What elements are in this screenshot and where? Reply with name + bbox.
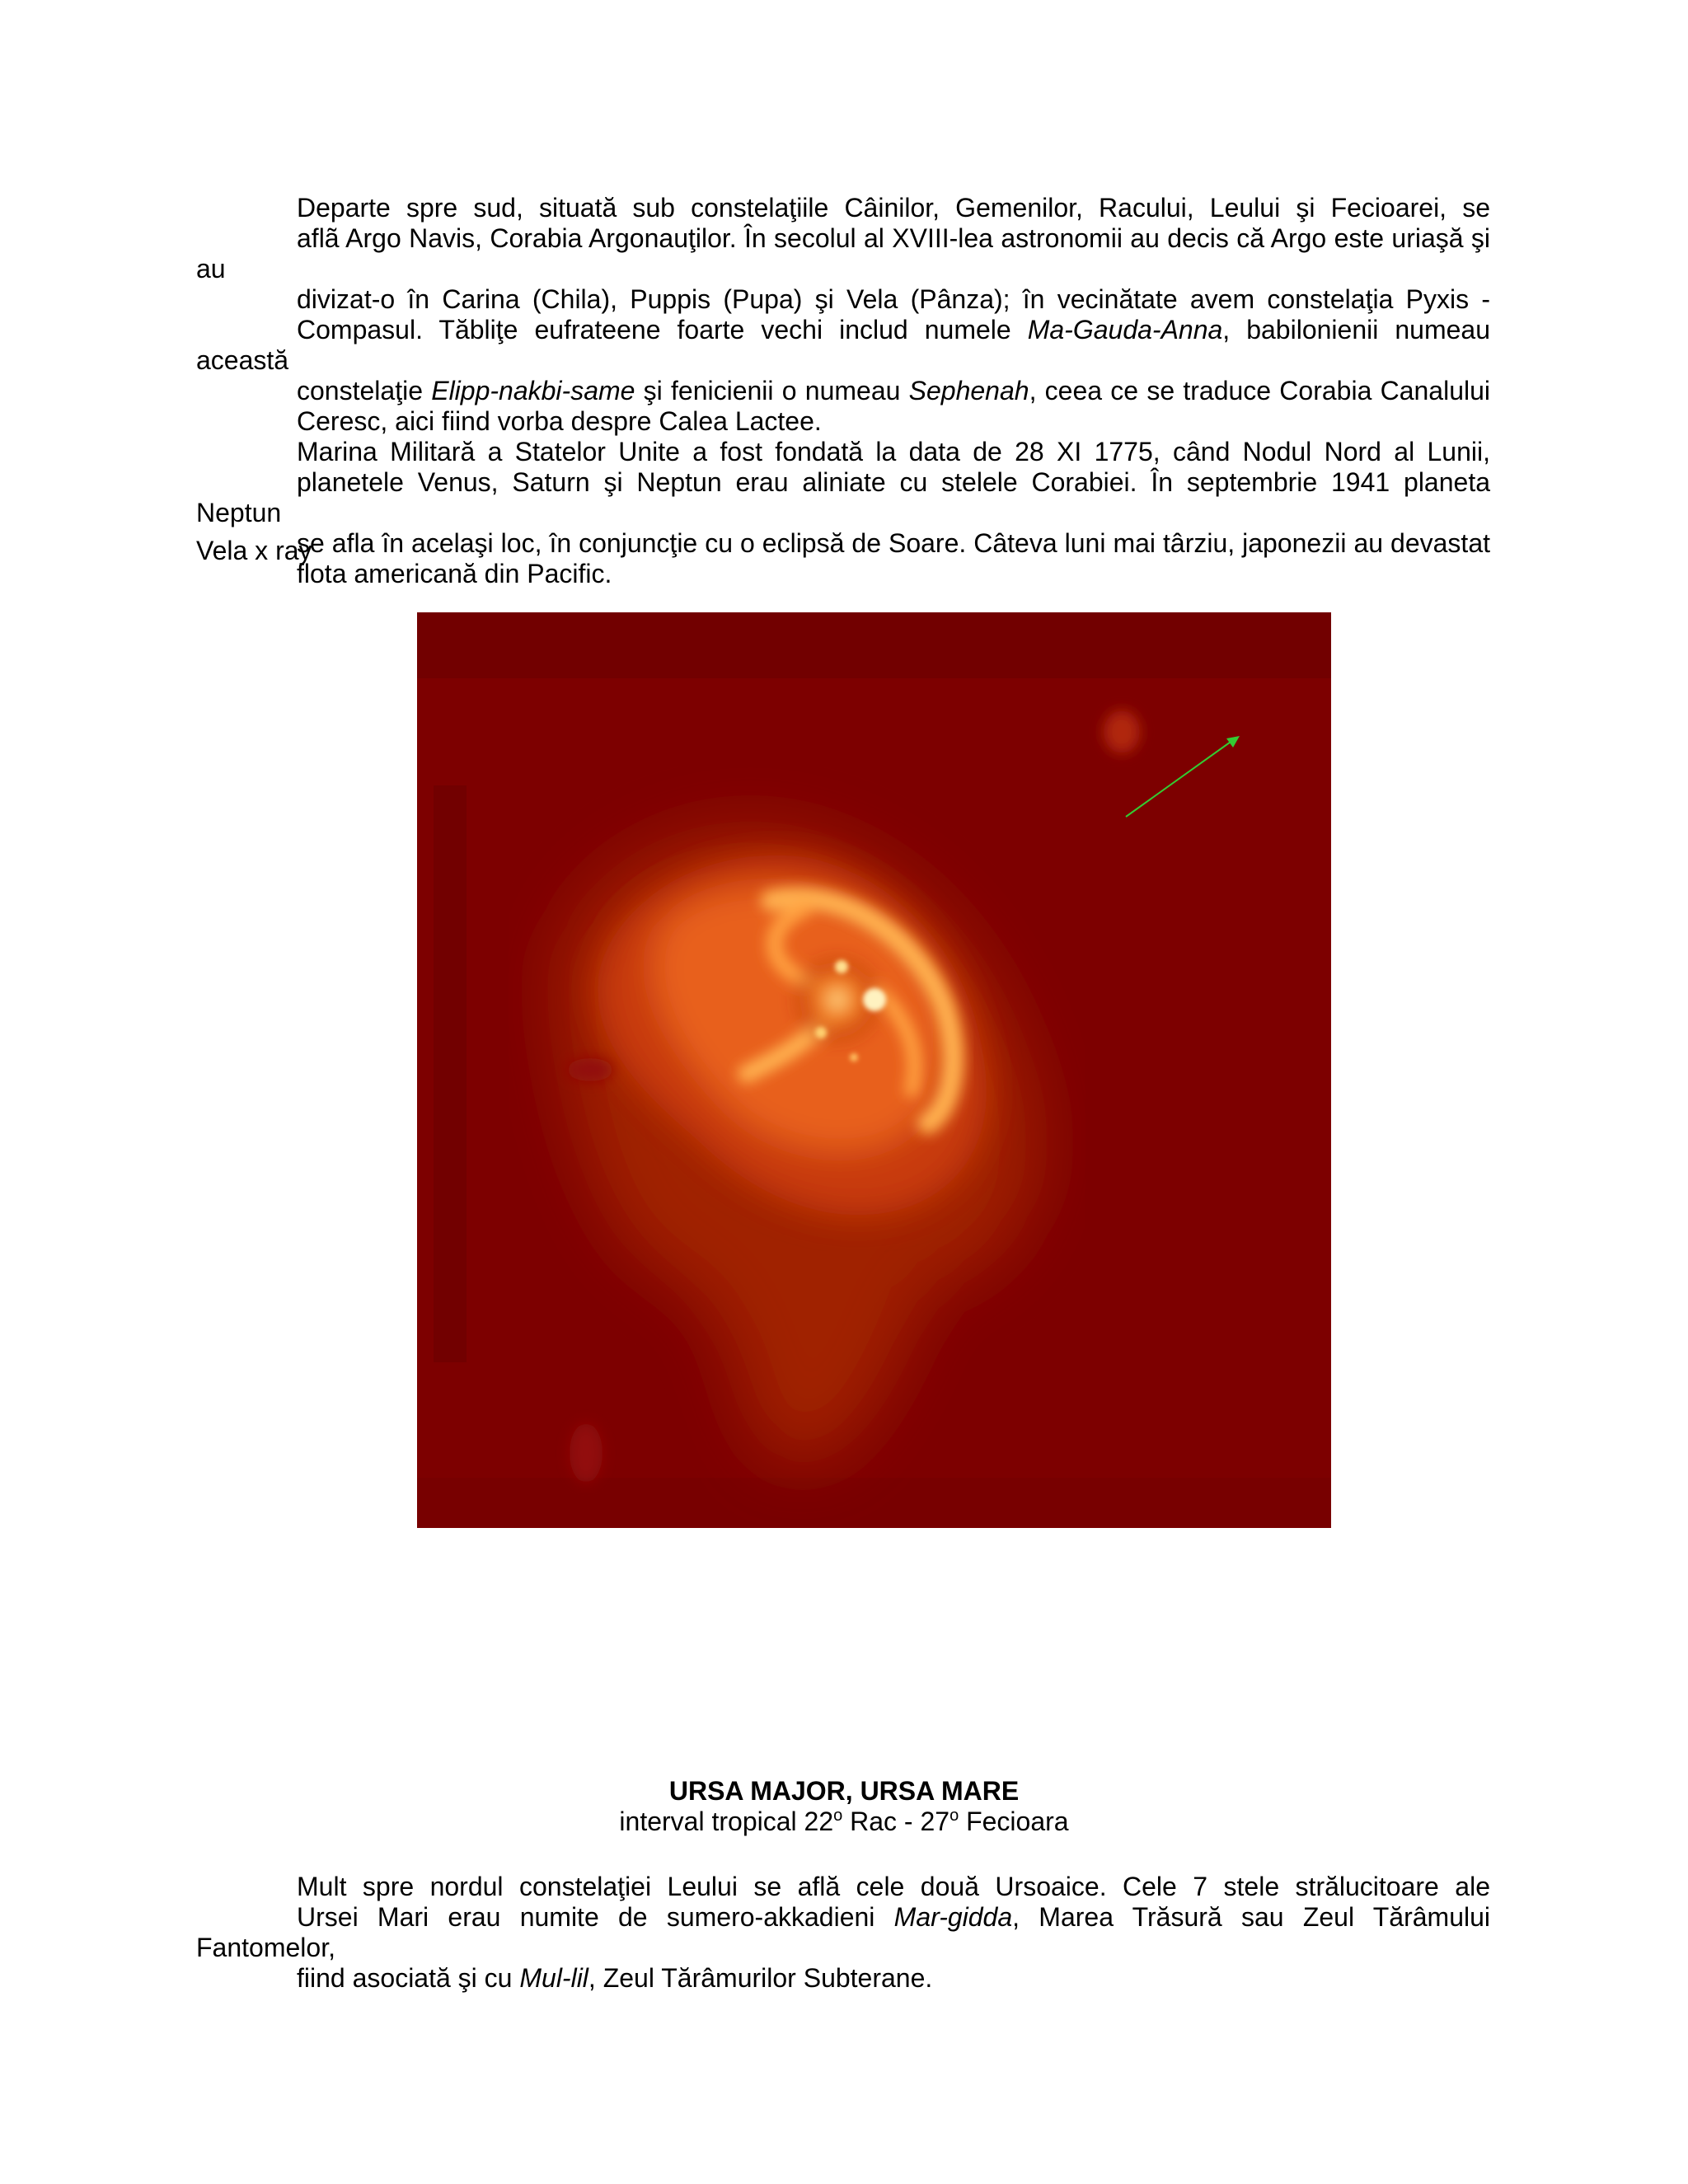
section-ursa-major-body xyxy=(196,1872,1490,1994)
text-line xyxy=(196,1902,1490,1963)
text-run: fiind asociată şi cu xyxy=(297,1963,520,1993)
term-mul-lil: Mul-lil xyxy=(519,1963,588,1993)
heading-title: URSA MAJOR, URSA MARE xyxy=(668,1776,1020,1806)
term-elipp-nakbi-same: Elipp-nakbi-same xyxy=(431,376,635,405)
text-run: constelaţie xyxy=(297,376,432,405)
section-heading-ursa-major xyxy=(0,1776,1688,1837)
text-run: Fecioara xyxy=(959,1807,1069,1836)
text-line xyxy=(196,315,1490,376)
text-run: şi fenicienii o numeau xyxy=(635,376,909,405)
text-line: se afla în acelaşi loc, în conjuncţie cu o eclipsă de Soare. Câteva luni mai târziu, japonezii au devastat xyxy=(297,528,1490,558)
text-line: aflã Argo Navis, Corabia Argonauţilor. În secolul al XVIII-lea astronomii au decis că Argo este uriaşă şi au xyxy=(196,223,1490,284)
section-argo-navis xyxy=(196,193,1490,589)
heading-subtitle xyxy=(0,1807,1688,1837)
text-run: Compasul. Tăbliţe eufrateene foarte vechi includ numele xyxy=(297,315,1028,344)
text-run: , babilonienii numeau această xyxy=(196,315,1491,375)
vela-xray-image xyxy=(417,612,1331,1528)
text-run: Rac - 27 xyxy=(842,1807,950,1836)
text-run: , ceea ce se traduce Corabia Canalului xyxy=(1029,376,1491,405)
text-line: planetele Venus, Saturn şi Neptun erau aliniate cu stelele Corabiei. În septembrie 1941 planeta Neptun xyxy=(196,467,1490,527)
text-line: Marina Militară a Statelor Unite a fost fondată la data de 28 XI 1775, când Nodul Nord al Lunii, xyxy=(297,437,1490,466)
text-run: interval tropical 22 xyxy=(619,1807,834,1836)
paragraph-us-navy xyxy=(196,437,1490,589)
text-run: , Zeul Tărâmurilor Subterane. xyxy=(588,1963,933,1993)
text-run: Ursei Mari erau numite de sumero-akkadieni xyxy=(297,1902,894,1932)
figure-caption: Vela x ray xyxy=(196,536,312,565)
term-sephenah: Sephenah xyxy=(908,376,1029,405)
text-line xyxy=(196,1963,1490,1994)
text-line: Ceresc, aici fiind vorba despre Calea Lactee. xyxy=(297,406,822,436)
text-line: Departe spre sud, situată sub constelaţiile Câinilor, Gemenilor, Racului, Leului şi Fecioarei, se xyxy=(297,193,1490,223)
text-line: divizat-o în Carina (Chila), Puppis (Pupa) şi Vela (Pânza); în vecinătate avem constelaţia Pyxis - xyxy=(297,284,1490,314)
text-line: Mult spre nordul constelaţiei Leului se află cele două Ursoaice. Cele 7 stele strălucitoare ale xyxy=(297,1872,1490,1901)
text-line: flota americană din Pacific. xyxy=(297,559,612,588)
term-mar-gidda: Mar-gidda xyxy=(893,1902,1013,1932)
text-run: , Marea Trăsură sau Zeul Tărâmului Fantomelor, xyxy=(196,1902,1491,1962)
degree-sup: o xyxy=(833,1807,843,1825)
term-ma-gauda-anna: Ma-Gauda-Anna xyxy=(1027,315,1223,344)
degree-sup: o xyxy=(950,1807,959,1825)
paragraph-ursa-major xyxy=(196,1872,1490,1994)
text-line xyxy=(196,376,1490,406)
paragraph-argo-navis xyxy=(196,193,1490,437)
